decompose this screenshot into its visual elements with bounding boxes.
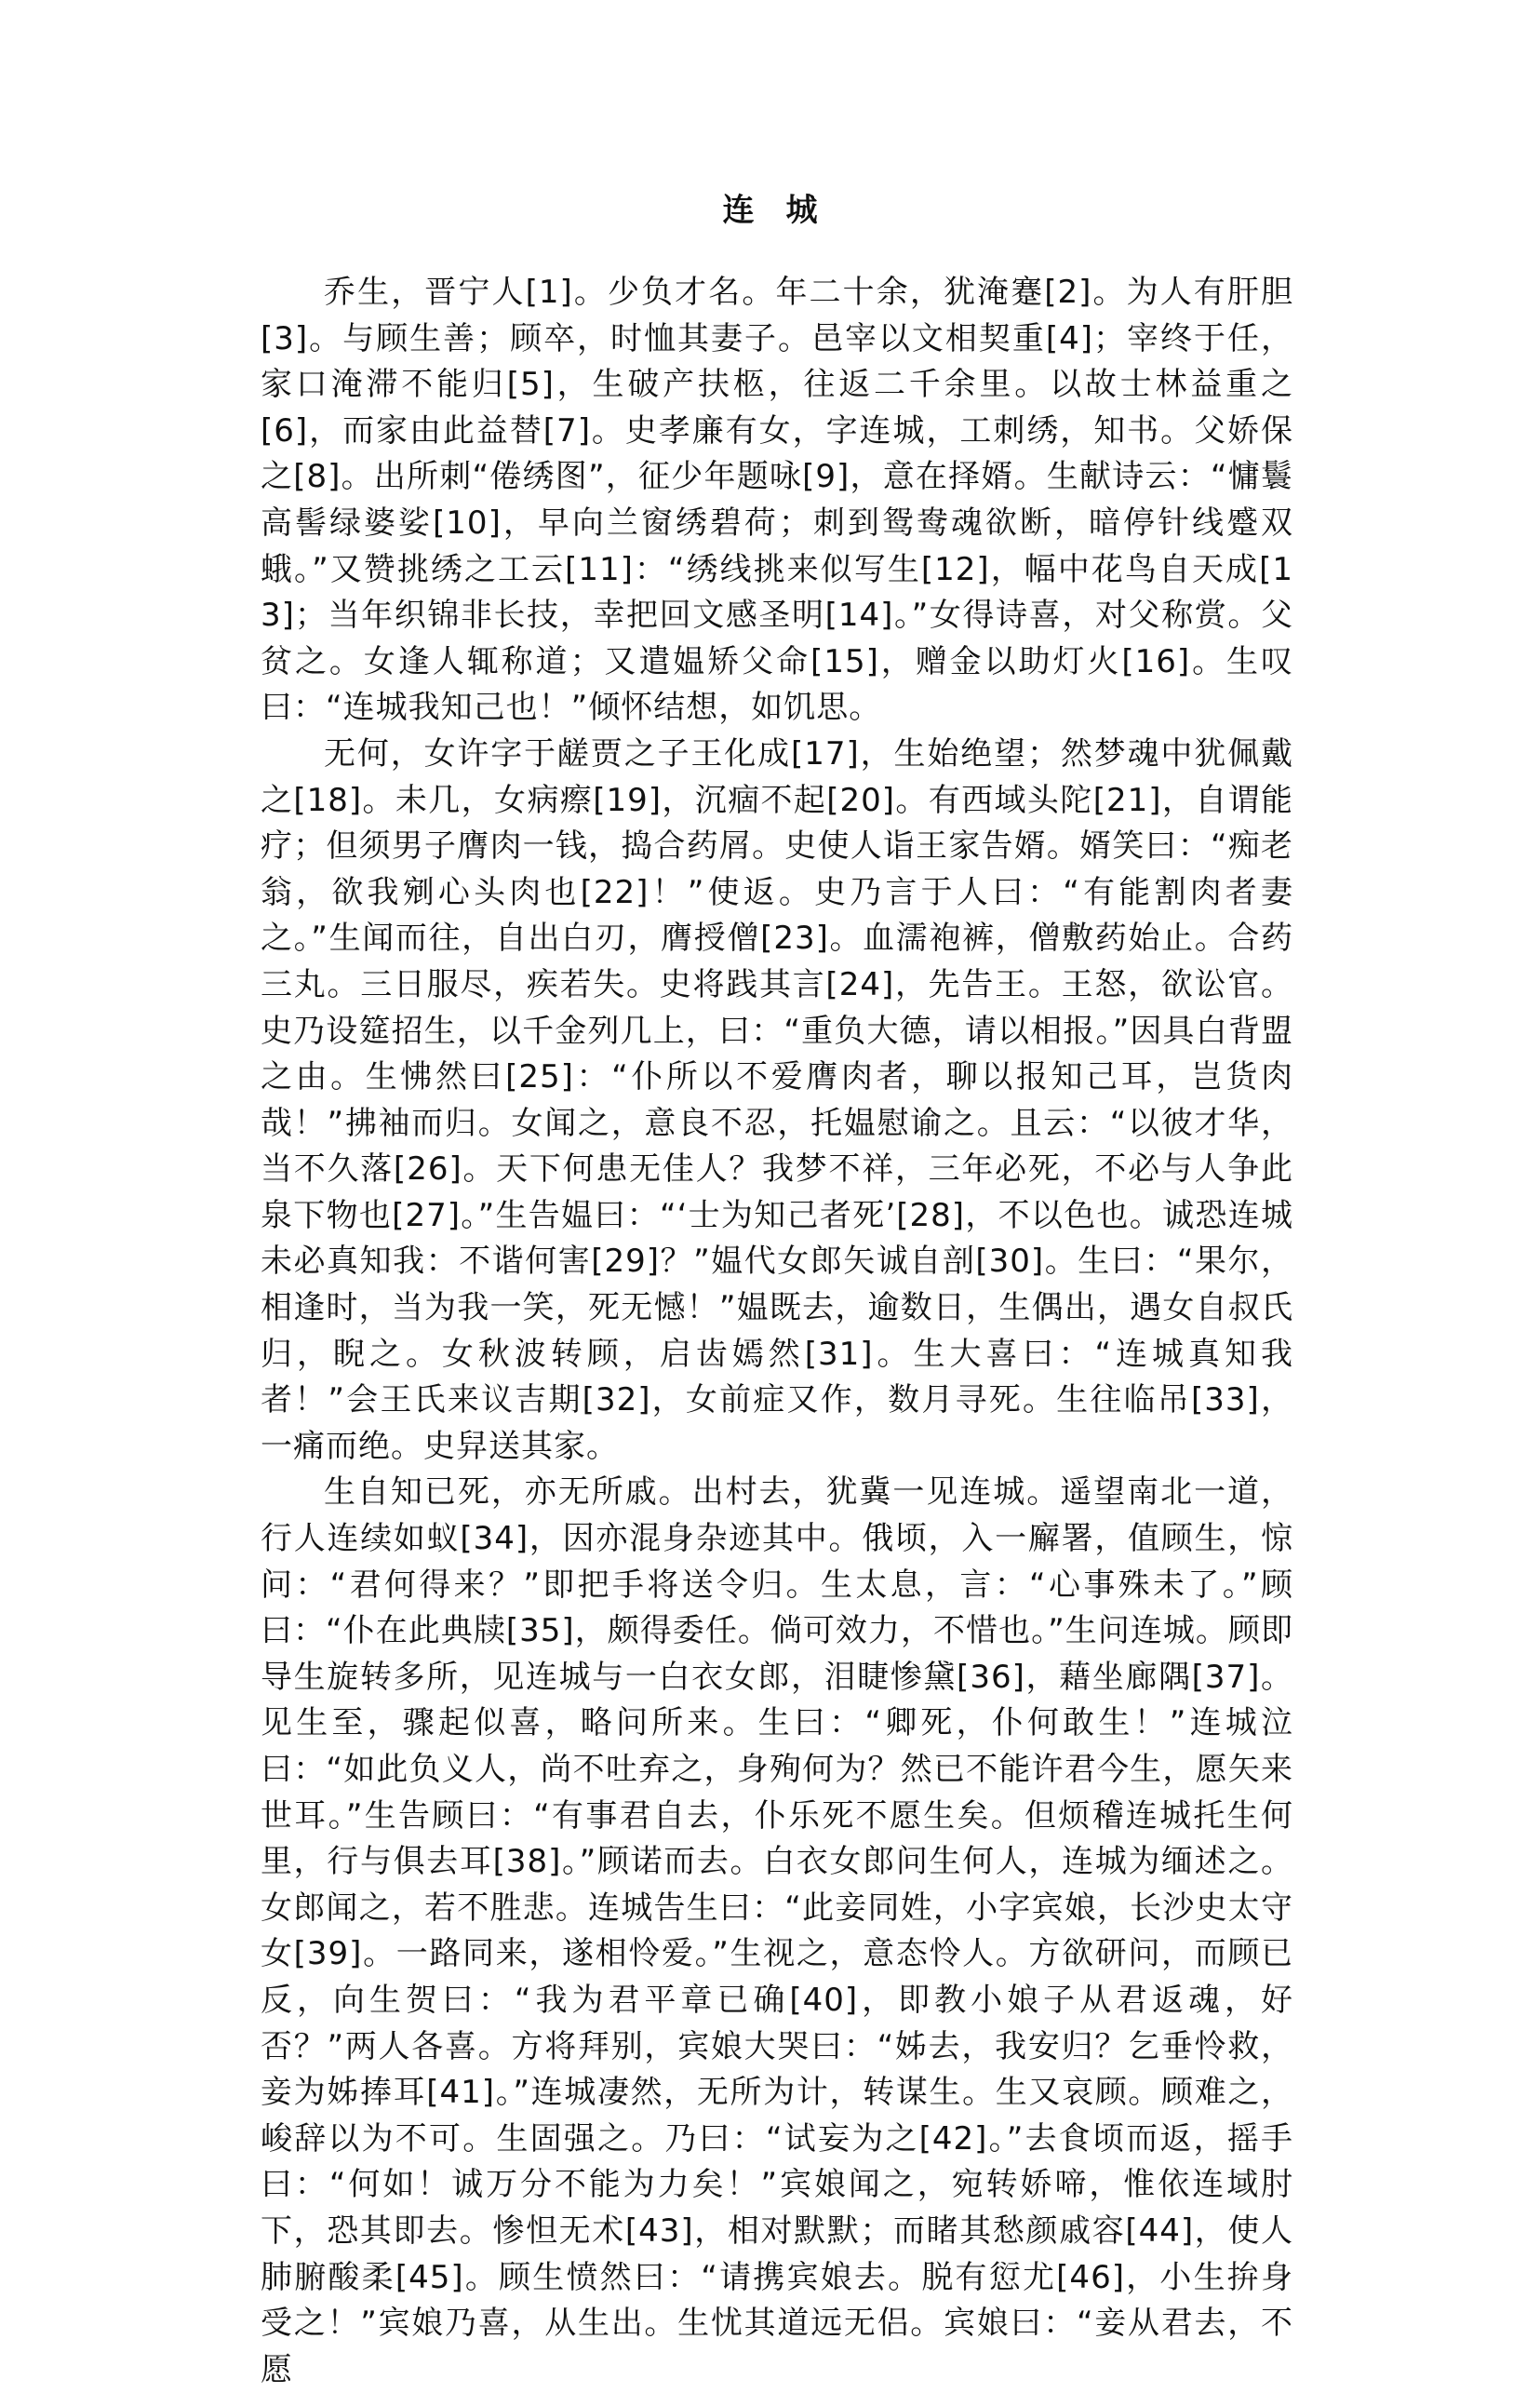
body-text bbox=[261, 270, 1293, 2393]
paragraph-1: 乔生，晋宁人[1]。少负才名。年二十余，犹淹蹇[2]。为人有肝胆[3]。与顾生善；顾卒，时恤其妻子。邑宰以文相契重[4]；宰终于任，家口淹滞不能归[5]，生破产扶柩，往返二千余里。以故士林益重之[6]，而家由此益替[7]。史孝廉有女，字连城，工刺绣，知书。父娇保之[8]。出所刺“倦绣图”，征少年题咏[9]，意在择婿。生献诗云：“慵鬟高髻绿婆娑[10]，早向兰窗绣碧荷；刺到鸳鸯魂欲断，暗停针线蹙双蛾。”又赞挑绣之工云[11]：“绣线挑来似写生[12]，幅中花鸟自天成[13]；当年织锦非长技，幸把回文感圣明[14]。”女得诗喜，对父称赏。父贫之。女逢人辄称道；又遣媪矫父命[15]，赠金以助灯火[16]。生叹曰：“连城我知己也！”倾怀结想，如饥思。 bbox=[261, 274, 1293, 727]
paragraph-3: 生自知已死，亦无所戚。出村去，犹冀一见连城。遥望南北一道，行人连续如蚁[34]，因亦混身杂迹其中。俄顷，入一廨署，值顾生，惊问：“君何得来？”即把手将送令归。生太息，言：“心事殊未了。”顾曰：“仆在此典牍[35]，颇得委任。倘可效力，不惜也。”生问连城。顾即导生旋转多所，见连城与一白衣女郎，泪睫惨黛[36]，藉坐廊隅[37]。见生至，骤起似喜，略问所来。生曰：“卿死，仆何敢生！”连城泣曰：“如此负义人，尚不吐弃之，身殉何为？然已不能许君今生，愿矢来世耳。”生告顾曰：“有事君自去，仆乐死不愿生矣。但烦稽连城托生何里，行与俱去耳[38]。”顾诺而去。白衣女郎问生何人，连城为缅述之。女郎闻之，若不胜悲。连城告生曰：“此妾同姓，小字宾娘，长沙史太守女[39]。一路同来，遂相怜爱。”生视之，意态怜人。方欲研问，而顾已反，向生贺曰：“我为君平章已确[40]，即教小娘子从君返魂，好否？”两人各喜。方将拜别，宾娘大哭曰：“姊去，我安归？乞垂怜救，妾为姊捧耳[41]。”连城凄然，无所为计，转谋生。生又哀顾。顾难之，峻辞以为不可。生固强之。乃曰：“试妄为之[42]。”去食顷而返，摇手曰：“何如！诚万分不能为力矣！”宾娘闻之，宛转娇啼，惟依连域肘下，恐其即去。惨怛无术[43]，相对默默；而睹其愁颜戚容[44]，使人肺腑酸柔[45]。顾生愤然曰：“请携宾娘去。脱有愆尤[46]，小生拚身受之！”宾娘乃喜，从生出。生忧其道远无侣。宾娘曰：“妾从君去，不愿 bbox=[261, 1473, 1293, 2388]
paragraph-2: 无何，女许字于鹾贾之子王化成[17]，生始绝望；然梦魂中犹佩戴之[18]。未几，女病瘵[19]，沉痼不起[20]。有西域头陀[21]，自谓能疗；但须男子膺肉一钱，捣合药屑。史使人诣王家告婿。婿笑曰：“痴老翁，欲我剜心头肉也[22]！”使返。史乃言于人曰：“有能割肉者妻之。”生闻而往，自出白刃，膺授僧[23]。血濡袍裤，僧敷药始止。合药三丸。三日服尽，疾若失。史将践其言[24]，先告王。王怒，欲讼官。史乃设筵招生，以千金列几上，曰：“重负大德，请以相报。”因具白背盟之由。生怫然曰[25]：“仆所以不爱膺肉者，聊以报知己耳，岂货肉哉！”拂袖而归。女闻之，意良不忍，托媪慰谕之。且云：“以彼才华，当不久落[26]。天下何患无佳人？我梦不祥，三年必死，不必与人争此泉下物也[27]。”生告媪曰：“‘士为知己者死’[28]，不以色也。诚恐连城未必真知我：不谐何害[29]？”媪代女郎矢诚自剖[30]。生曰：“果尔，相逢时，当为我一笑，死无憾！”媪既去，逾数日，生偶出，遇女自叔氏归，睨之。女秋波转顾，启齿嫣然[31]。生大喜曰：“连城真知我者！”会王氏来议吉期[32]，女前症又作，数月寻死。生往临吊[33]，一痛而绝。史舁送其家。 bbox=[261, 734, 1293, 1465]
page-title: 连城 bbox=[722, 192, 850, 229]
